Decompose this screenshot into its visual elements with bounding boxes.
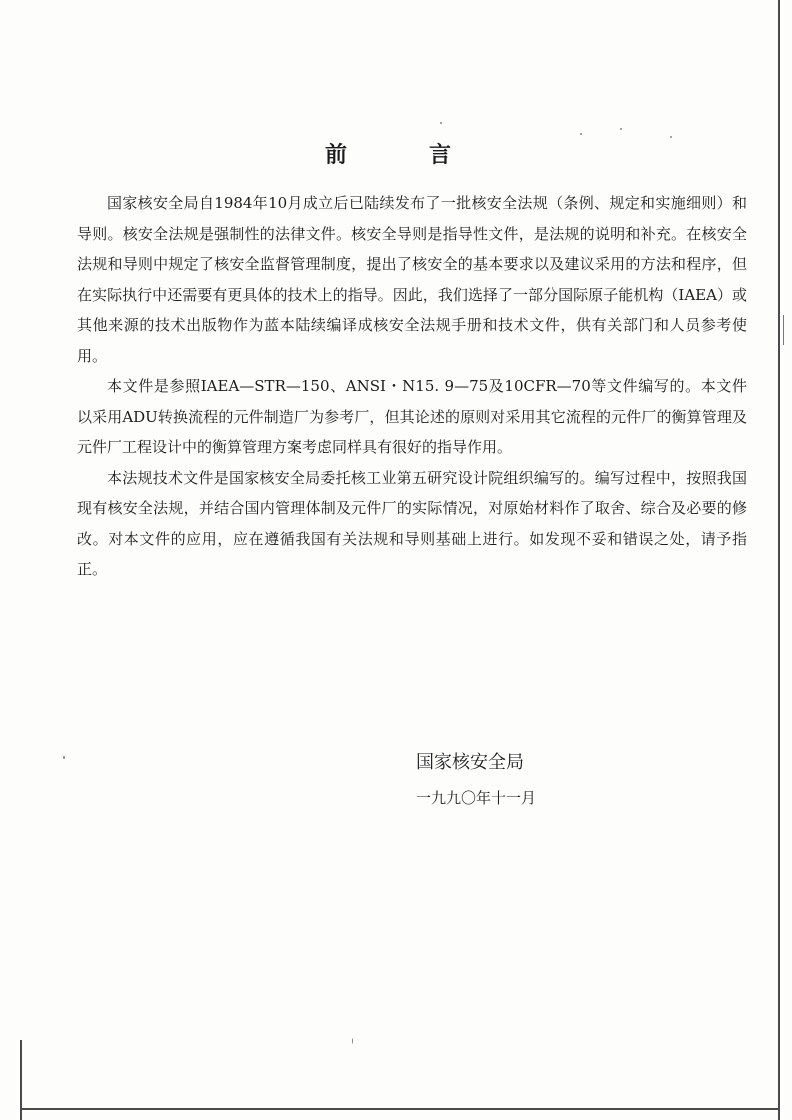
- signature-date: 一九九〇年十一月: [416, 789, 537, 807]
- scan-speck: [352, 1038, 353, 1044]
- preface-body: [77, 188, 747, 585]
- scan-speck: [620, 128, 622, 130]
- paragraph: 本文件是参照IAEA—STR—150、ANSI・N15. 9—75及10CFR—70等文件编写的。本文件以采用ADU转换流程的元件制造厂为参考厂，但其论述的原则对采用其它流程的元件厂的衡算管理及元件厂工程设计中的衡算管理方案考虑同样具有很好的指导作用。: [77, 377, 747, 456]
- scan-speck: [440, 122, 442, 124]
- scan-speck: [580, 133, 582, 135]
- scan-speck: [63, 756, 65, 759]
- signature-block: [416, 748, 616, 812]
- page-title: 前 言: [324, 142, 481, 168]
- paragraph: 国家核安全局自1984年10月成立后已陆续发布了一批核安全法规（条例、规定和实施细则）和导则。核安全法规是强制性的法律文件。核安全导则是指导性文件，是法规的说明和补充。在核安全法规和导则中规定了核安全监督管理制度，提出了核安全的基本要求以及建议采用的方法和程序，但在实际执行中还需要有更具体的技术上的指导。因此，我们选择了一部分国际原子能机构（IAEA）或其他来源的技术出版物作为蓝本陆续编译成核安全法规手册和技术文件，供有关部门和人员参考使用。: [77, 194, 747, 365]
- paragraph: 本法规技术文件是国家核安全局委托核工业第五研究设计院组织编写的。编写过程中，按照我国现有核安全法规，并结合国内管理体制及元件厂的实际情况，对原始材料作了取舍、综合及必要的修改。对本文件的应用，应在遵循我国有关法规和导则基础上进行。如发现不妥和错误之处，请予指正。: [77, 468, 747, 578]
- scan-mark: [783, 315, 784, 345]
- scan-edge-bottom: [20, 1108, 780, 1110]
- signature-organization: 国家核安全局: [416, 752, 524, 773]
